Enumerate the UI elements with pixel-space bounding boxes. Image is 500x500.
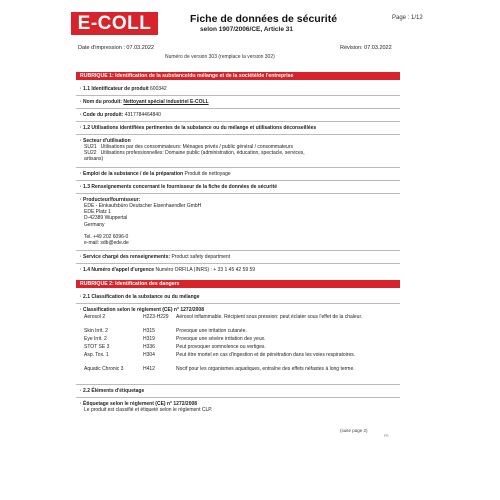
classification-label: · Classification selon le règlement (CE) n° 1272/2008	[80, 307, 204, 313]
sector-lines: SU21 Utilisations par des consommateurs: Ménages privés / public général / consommateurs SU22 Utilisations professionnelles: Domaine public (administration, éducation, spectacle, services, artisans)	[84, 144, 305, 163]
hazard-class: Eye Irrit. 2	[84, 336, 107, 342]
use-label: · Emploi de la substance / de la préparation	[80, 171, 184, 177]
divider	[76, 108, 400, 109]
document-title: Fiche de données de sécurité	[190, 13, 338, 25]
emergency-row	[80, 267, 255, 273]
divider	[76, 193, 400, 194]
supplier-label: · Producteur/fournisseur:	[80, 197, 141, 203]
emergency-value: Numéro ORFILA (INRS) : + 33 1 45 42 59 59	[155, 267, 256, 273]
product-identifier-label: · 1.1 Identificateur de produit	[80, 86, 149, 92]
use-row	[80, 171, 231, 177]
product-name-value: Nettoyant spécial industriel E-COLL	[123, 99, 209, 105]
sector-label: · Secteur d'utilisation	[80, 138, 131, 144]
classification-section-label: · 2.1 Classification de la substance ou du mélange	[80, 294, 200, 300]
supplier-section-label: · 1.3 Renseignements concernant le fournisseur de la fiche de données de sécurité	[80, 184, 278, 190]
hazard-code: H315	[143, 328, 155, 334]
hazard-code: H412	[143, 366, 155, 372]
language-code: FR	[384, 434, 389, 438]
emergency-label: · 1.4 Numéro d'appel d'urgence	[80, 267, 155, 273]
use-value: Produit de nettoyage	[184, 171, 231, 177]
hazard-class: Asp. Tox. 1	[84, 352, 109, 358]
hazard-class: Aquatic Chronic 3	[84, 366, 124, 372]
divider	[76, 95, 400, 96]
product-code-label: · Code du produit:	[80, 112, 124, 118]
labelling-label: · Étiquetage selon le règlement (CE) n° 1272/2008	[80, 401, 198, 407]
continued-note: (suite page 2)	[340, 428, 368, 433]
divider	[76, 121, 400, 122]
page-number: Page : 1/12	[392, 15, 423, 21]
product-identifier-value: 600342	[150, 86, 167, 92]
hazard-statement: Nocif pour les organismes aquatiques, entraîne des effets néfastes à long terme.	[176, 366, 355, 372]
divider	[76, 303, 400, 304]
revision-date: Révision: 07.03.2022	[340, 45, 392, 51]
labelling-value: Le produit est classifié et étiqueté selon le règlement CLP.	[84, 407, 213, 413]
divider	[76, 384, 400, 385]
hazard-statement: Peut être mortel en cas d'ingestion et de pénétration dans les voies respiratoires.	[176, 352, 356, 358]
hazard-class: Skin Irrit. 2	[84, 328, 108, 334]
hazard-statement: Aérosol inflammable. Récipient sous pression: peut éclater sous l'effet de la chaleur.	[176, 314, 363, 320]
divider	[76, 397, 400, 398]
divider	[76, 134, 400, 135]
supplier-address: EDE - Einkaufsbüro Deutscher Eisenhaendler GmbH EDE Platz 1 D-42389 Wuppertal Germany Tel. +49 202 6096-0 e-mail: sdb@ede.de	[84, 203, 202, 247]
service-label: · Service chargé des renseignements:	[80, 254, 171, 260]
print-date: Date d'impression : 07.03.2022	[78, 45, 154, 51]
divider	[76, 250, 400, 251]
product-name-row	[80, 99, 209, 105]
service-value: Product safety department	[171, 254, 231, 260]
hazard-code: H304	[143, 352, 155, 358]
hazard-code: H223-H229	[143, 314, 169, 320]
hazard-statement: Peut provoquer somnolence ou vertiges.	[176, 344, 266, 350]
label-elements-section: · 2.2 Éléments d'étiquetage	[80, 388, 145, 394]
product-name-label: · Nom du produit:	[80, 99, 122, 105]
hazard-class: STOT SE 3	[84, 344, 110, 350]
product-code-value: 4317784464840	[124, 112, 161, 118]
divider	[76, 180, 400, 181]
hazard-statement: Provoque une irritation cutanée.	[176, 328, 247, 334]
section2-heading: RUBRIQUE 2: Identification des dangers	[76, 280, 400, 288]
identified-uses-label: · 1.2 Utilisations identifiées pertinentes de la substance ou du mélange et utilisations déconseillées	[80, 125, 317, 131]
company-logo: E-COLL	[71, 12, 158, 35]
version-number: Numéro de version 303 (remplace la version 302)	[165, 54, 275, 60]
product-identifier-row	[80, 86, 167, 92]
divider	[76, 263, 400, 264]
hazard-code: H319	[143, 336, 155, 342]
service-row	[80, 254, 230, 260]
hazard-class: Aerosol 2	[84, 314, 106, 320]
hazard-statement: Provoque une sévère irritation des yeux.	[176, 336, 266, 342]
divider	[76, 167, 400, 168]
document-subtitle: selon 1907/2006/CE, Article 31	[200, 26, 293, 33]
hazard-code: H336	[143, 344, 155, 350]
section1-heading: RUBRIQUE 1: Identification de la substance/du mélange et de la société/de l'entreprise	[76, 72, 400, 80]
product-code-row	[80, 112, 161, 118]
